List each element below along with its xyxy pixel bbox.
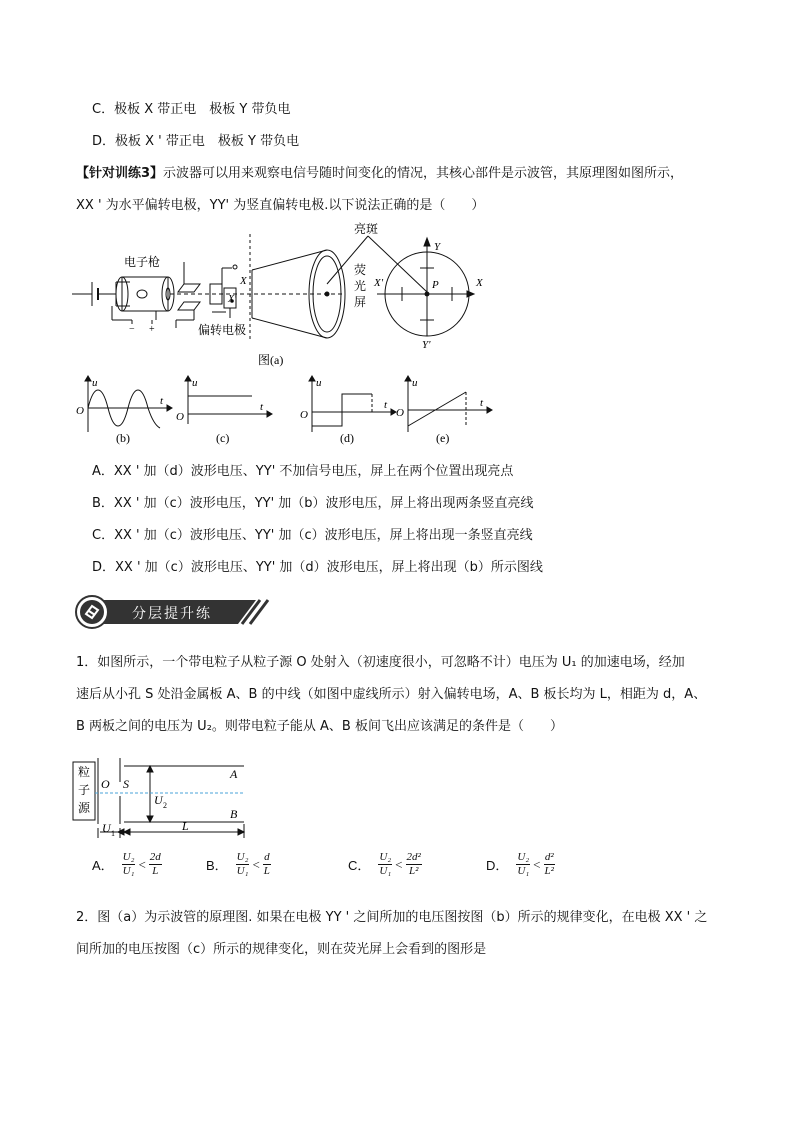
frac-den: L² xyxy=(408,865,419,877)
label-u2: U xyxy=(154,793,163,807)
frac-num: 2d xyxy=(149,851,161,863)
label-s: S xyxy=(123,777,129,791)
fraction-rhs xyxy=(406,851,422,878)
label-u2-sub: 2 xyxy=(163,801,167,810)
training3-stem-line1 xyxy=(76,165,683,183)
fraction-lhs xyxy=(236,851,250,878)
figure-a-caption: 图(a) xyxy=(258,353,284,367)
option-letter: D． xyxy=(92,560,116,575)
label-u1: U xyxy=(102,821,111,835)
option-text: XX ' 加（d）波形电压、YY' 不加信号电压，屏上在两个位置出现亮点 xyxy=(113,464,514,479)
origin-o: O xyxy=(76,405,84,417)
prev-option-d: D．极板 X ' 带正电 极板 Y 带负电 xyxy=(92,134,300,149)
origin-o: O xyxy=(300,409,308,421)
prev-option-c: C．极板 X 带正电 极板 Y 带负电 xyxy=(92,102,291,117)
label-u1-sub: 1 xyxy=(111,829,115,838)
q1-line2: 速后从小孔 S 处沿金属板 A、B 的中线（如图中虚线所示）射入偏转电场，A、B 板长均为 L，相距为 d，A、 xyxy=(76,687,707,702)
section-title: 分层提升练 xyxy=(132,606,212,622)
less-than-sign: < xyxy=(533,856,541,872)
section-header-banner xyxy=(74,594,274,630)
origin-o: O xyxy=(176,411,184,423)
frac-num: d xyxy=(264,851,270,863)
option-letter: A． xyxy=(92,464,114,479)
frac-num: 2d² xyxy=(406,851,421,863)
frac-den: L xyxy=(152,865,159,877)
training3-option-a xyxy=(92,463,513,481)
axis-u: u xyxy=(92,377,98,389)
axis-t: t xyxy=(384,399,388,411)
origin-o: O xyxy=(396,407,404,419)
less-than-sign: < xyxy=(395,856,403,872)
waveform-e-caption: (e) xyxy=(436,431,450,445)
option-letter: C． xyxy=(348,858,371,873)
option-letter: B． xyxy=(92,496,114,511)
q1-option-a xyxy=(92,851,162,878)
training3-tag: 【针对训练3】 xyxy=(76,166,164,181)
label-point-p: P xyxy=(432,279,439,291)
label-screen-1: 荧 xyxy=(354,263,367,277)
option-text: XX ' 加（c）波形电压，YY' 加（b）波形电压，屏上将出现两条竖直亮线 xyxy=(113,496,534,511)
training3-option-c xyxy=(92,527,533,545)
axis-t: t xyxy=(160,395,164,407)
label-xprime-axis: X' xyxy=(374,277,384,289)
q1-line1: 1．如图所示，一个带电粒子从粒子源 O 处射入（初速度很小，可忽略不计）电压为 U₁ 的加速电场，经加 xyxy=(76,655,685,670)
frac-den: U₁ xyxy=(236,865,249,877)
q1-option-c xyxy=(348,851,422,878)
training3-option-d xyxy=(92,559,543,577)
option-letter: A． xyxy=(92,858,114,873)
q2-line2: 间所加的电压按图（c）所示的规律变化，则在荧光屏上会看到的图形是 xyxy=(76,942,487,957)
label-yprime-axis: Y' xyxy=(422,339,431,351)
label-a: A xyxy=(230,767,238,781)
less-than-sign: < xyxy=(138,856,146,872)
fraction-lhs xyxy=(378,851,392,878)
label-x-axis: X xyxy=(476,277,483,289)
axis-t: t xyxy=(480,397,484,409)
training3-stem-line2: XX ' 为水平偏转电极，YY' 为竖直偏转电极.以下说法正确的是（ ） xyxy=(76,198,485,213)
less-than-sign: < xyxy=(252,856,260,872)
option-letter: D． xyxy=(486,858,509,873)
frac-num: U₂ xyxy=(379,851,392,863)
axis-u: u xyxy=(316,377,322,389)
option-text: XX ' 加（c）波形电压、YY' 加（c）波形电压，屏上将出现一条竖直亮线 xyxy=(114,528,533,543)
frac-den: L xyxy=(263,865,270,877)
axis-u: u xyxy=(192,377,198,389)
option-letter: C． xyxy=(92,528,115,543)
label-deflection-electrode: 偏转电极 xyxy=(198,323,247,337)
training3-option-b xyxy=(92,495,534,513)
label-l: L xyxy=(182,819,189,833)
label-x-plate: X xyxy=(240,275,247,287)
label-source-2: 子 xyxy=(78,783,91,797)
axis-u: u xyxy=(412,377,418,389)
label-o: O xyxy=(101,777,110,791)
label-minus-terminal: − xyxy=(129,324,135,335)
waveform-b xyxy=(74,374,174,446)
label-xprime-plate: X' xyxy=(228,294,237,305)
q1-option-b xyxy=(206,851,271,878)
frac-den: U₁ xyxy=(379,865,392,877)
oscilloscope-tube-diagram xyxy=(72,222,492,372)
training3-stem-text: 示波器可以用来观察电信号随时间变化的情况，其核心部件是示波管，其原理图如图所示， xyxy=(163,166,684,181)
frac-num: U₂ xyxy=(236,851,249,863)
option-letter: B． xyxy=(206,858,228,873)
label-y-axis: Y xyxy=(434,241,441,253)
fraction-rhs xyxy=(263,851,271,878)
waveform-b-caption: (b) xyxy=(116,431,130,445)
q2-line1: 2．图（a）为示波管的原理图. 如果在电极 YY ' 之间所加的电压图按图（b）所示的规律变化，在电极 XX ' 之 xyxy=(76,910,708,925)
label-electron-gun: 电子枪 xyxy=(124,255,161,269)
frac-den: L² xyxy=(544,865,554,877)
frac-den: U₁ xyxy=(122,865,135,877)
frac-num: d² xyxy=(544,851,554,863)
fraction-lhs xyxy=(122,851,136,878)
waveform-e xyxy=(394,374,494,446)
frac-num: U₂ xyxy=(517,851,530,863)
frac-den: U₁ xyxy=(517,865,530,877)
fraction-rhs xyxy=(544,851,555,878)
particle-deflection-diagram xyxy=(72,752,252,842)
label-source-1: 粒 xyxy=(78,765,91,779)
waveform-d-caption: (d) xyxy=(340,431,354,445)
q1-line3: B 两板之间的电压为 U₂。则带电粒子能从 A、B 板间飞出应该满足的条件是（ ） xyxy=(76,719,563,734)
label-b: B xyxy=(230,807,238,821)
axis-t: t xyxy=(260,401,264,413)
waveform-c xyxy=(174,374,274,446)
fraction-lhs xyxy=(516,851,530,878)
label-screen-3: 屏 xyxy=(354,295,367,309)
option-text: XX ' 加（c）波形电压、YY' 加（d）波形电压，屏上将出现（b）所示图线 xyxy=(115,560,543,575)
waveform-c-caption: (c) xyxy=(216,431,230,445)
waveform-d xyxy=(298,374,398,446)
q1-option-d xyxy=(486,851,555,878)
label-plus-terminal: + xyxy=(149,324,155,335)
frac-num: U₂ xyxy=(122,851,135,863)
label-screen-2: 光 xyxy=(354,279,367,293)
label-bright-spot: 亮斑 xyxy=(354,222,379,236)
label-source-3: 源 xyxy=(78,801,91,815)
fraction-rhs xyxy=(149,851,162,878)
